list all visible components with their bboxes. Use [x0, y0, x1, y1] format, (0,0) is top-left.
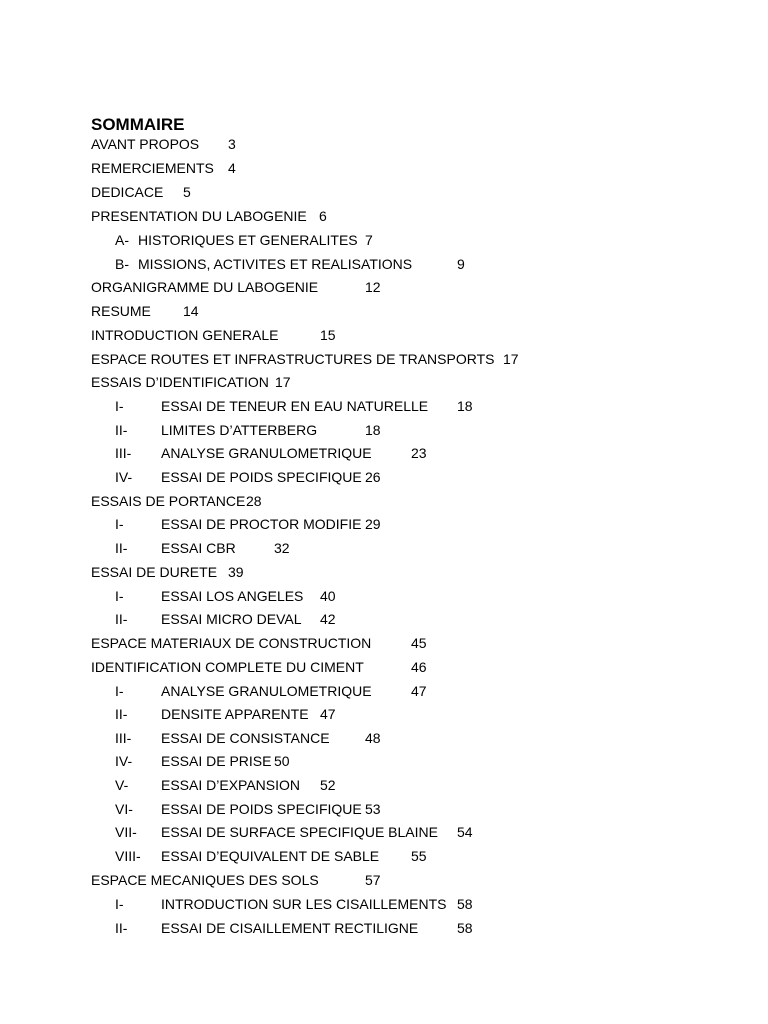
toc-entry-page: 17 [503, 351, 519, 367]
toc-entry [0, 396, 768, 416]
toc-entry [0, 894, 768, 914]
toc-entry [0, 325, 768, 345]
toc-entry-page: 12 [365, 279, 381, 295]
toc-entry-label: DENSITE APPARENTE [161, 706, 309, 722]
toc-title: SOMMAIRE [91, 115, 185, 134]
toc-entry [0, 372, 768, 392]
toc-entry-label: ESSAI MICRO DEVAL [161, 611, 302, 627]
toc-entry-marker: B- [115, 256, 129, 272]
toc-entry-page: 58 [457, 896, 473, 912]
toc-entry-label: ORGANIGRAMME DU LABOGENIE [91, 279, 319, 295]
toc-entry-page: 54 [457, 824, 473, 840]
toc-entry-page: 26 [365, 469, 381, 485]
toc-entry [0, 301, 768, 321]
toc-entry-page: 3 [228, 136, 236, 152]
toc-entry-marker: II- [115, 422, 128, 438]
toc-entry-label: ESPACE MECANIQUES DES SOLS [91, 872, 319, 888]
toc-entry-page: 7 [365, 232, 373, 248]
toc-entry-label: LIMITES D’ATTERBERG [161, 422, 318, 438]
toc-entry-marker: II- [115, 611, 128, 627]
toc-entry-page: 50 [274, 753, 290, 769]
toc-entry [0, 609, 768, 629]
toc-entry-marker: IV- [115, 469, 133, 485]
toc-entry-label: INTRODUCTION SUR LES CISAILLEMENTS [161, 896, 447, 912]
toc-entry-page: 18 [365, 422, 381, 438]
toc-entry-marker: II- [115, 540, 128, 556]
toc-entry [0, 254, 768, 274]
toc-entry-label: RESUME [91, 303, 151, 319]
toc-entry-page: 39 [228, 564, 244, 580]
toc-entry [0, 799, 768, 819]
toc-entry-label: ESSAI DE PROCTOR MODIFIE [161, 516, 362, 532]
toc-entry [0, 158, 768, 178]
toc-entry-page: 48 [365, 730, 381, 746]
toc-entry [0, 870, 768, 890]
toc-entry [0, 514, 768, 534]
toc-entry-label: ESSAIS DE PORTANCE [91, 493, 246, 509]
toc-entry-label: ESPACE ROUTES ET INFRASTRUCTURES DE TRANSPORTS [91, 351, 495, 367]
toc-entry-marker: I- [115, 398, 124, 414]
toc-entry-marker: VII- [115, 824, 137, 840]
toc-entry [0, 586, 768, 606]
toc-entry [0, 562, 768, 582]
toc-entry-label: INTRODUCTION GENERALE [91, 327, 279, 343]
toc-entry [0, 206, 768, 226]
toc-entry [0, 420, 768, 440]
toc-entry-label: MISSIONS, ACTIVITES ET REALISATIONS [138, 256, 413, 272]
toc-entry-page: 46 [411, 659, 427, 675]
toc-entry-label: ESSAI CBR [161, 540, 236, 556]
toc-entry-marker: I- [115, 896, 124, 912]
toc-entry-page: 14 [183, 303, 199, 319]
toc-entry-page: 32 [274, 540, 290, 556]
toc-entry-marker: I- [115, 683, 124, 699]
toc-entry-label: ESSAIS D’IDENTIFICATION [91, 374, 269, 390]
toc-entry-page: 42 [320, 611, 336, 627]
toc-entry-page: 47 [411, 683, 427, 699]
toc-entry-page: 29 [365, 516, 381, 532]
toc-entry-marker: V- [115, 777, 129, 793]
toc-entry-label: ESSAI DE CONSISTANCE [161, 730, 330, 746]
toc-entry-label: ESSAI DE TENEUR EN EAU NATURELLE [161, 398, 429, 414]
toc-entry-label: REMERCIEMENTS [91, 160, 214, 176]
toc-entry-page: 5 [183, 184, 191, 200]
toc-entry [0, 134, 768, 154]
toc-entry-label: AVANT PROPOS [91, 136, 200, 152]
toc-entry-label: ESSAI DE PRISE [161, 753, 272, 769]
toc-entry-label: PRESENTATION DU LABOGENIE [91, 208, 307, 224]
toc-entry [0, 467, 768, 487]
toc-entry-page: 58 [457, 920, 473, 936]
toc-entry [0, 846, 768, 866]
toc-entry [0, 491, 768, 511]
toc-entry-page: 15 [320, 327, 336, 343]
toc-entry-label: ESSAI D’EXPANSION [161, 777, 301, 793]
toc-entry [0, 538, 768, 558]
toc-entry [0, 277, 768, 297]
toc-entry [0, 633, 768, 653]
toc-entry-label: DEDICACE [91, 184, 164, 200]
toc-entry-label: ESSAI DE CISAILLEMENT RECTILIGNE [161, 920, 419, 936]
toc-entry [0, 728, 768, 748]
toc-entry-marker: II- [115, 706, 128, 722]
toc-entry-page: 18 [457, 398, 473, 414]
toc-entry-page: 52 [320, 777, 336, 793]
toc-entry [0, 443, 768, 463]
toc-entry [0, 230, 768, 250]
toc-entry [0, 657, 768, 677]
toc-entry [0, 704, 768, 724]
toc-entry-label: ANALYSE GRANULOMETRIQUE [161, 683, 372, 699]
toc-entry-page: 53 [365, 801, 381, 817]
toc-entry-page: 47 [320, 706, 336, 722]
toc-entry-label: ESSAI LOS ANGELES [161, 588, 304, 604]
toc-entry-label: ESSAI D’EQUIVALENT DE SABLE [161, 848, 380, 864]
toc-entry [0, 681, 768, 701]
toc-entry-page: 9 [457, 256, 465, 272]
toc-entry-label: IDENTIFICATION COMPLETE DU CIMENT [91, 659, 364, 675]
toc-entry-page: 17 [275, 374, 291, 390]
toc-entry-marker: IV- [115, 753, 133, 769]
toc-entry-label: ESSAI DE SURFACE SPECIFIQUE BLAINE [161, 824, 438, 840]
toc-entry-marker: VI- [115, 801, 133, 817]
toc-entry-page: 45 [411, 635, 427, 651]
toc-entry-marker: I- [115, 516, 124, 532]
toc-entry [0, 918, 768, 938]
toc-entry-marker: I- [115, 588, 124, 604]
toc-entry-marker: III- [115, 445, 132, 461]
toc-entry [0, 775, 768, 795]
toc-entry-page: 4 [228, 160, 236, 176]
toc-entry-page: 57 [365, 872, 381, 888]
toc-entry-label: ESSAI DE DURETE [91, 564, 218, 580]
toc-entry-label: ANALYSE GRANULOMETRIQUE [161, 445, 372, 461]
toc-entry-label: HISTORIQUES ET GENERALITES [138, 232, 358, 248]
toc-entry-marker: VIII- [115, 848, 141, 864]
toc-entry [0, 349, 768, 369]
toc-entry [0, 182, 768, 202]
toc-entry-label: ESSAI DE POIDS SPECIFIQUE [161, 801, 362, 817]
toc-entry-marker: A- [115, 232, 129, 248]
toc-entry-label: ESPACE MATERIAUX DE CONSTRUCTION [91, 635, 372, 651]
toc-entry-page: 40 [320, 588, 336, 604]
toc-entry-page: 6 [319, 208, 327, 224]
toc-entry-page: 23 [411, 445, 427, 461]
toc-entry-marker: II- [115, 920, 128, 936]
toc-entry-page: 28 [246, 493, 262, 509]
toc-entry-label: ESSAI DE POIDS SPECIFIQUE [161, 469, 362, 485]
toc-entry [0, 751, 768, 771]
toc-entry [0, 822, 768, 842]
toc-entry-marker: III- [115, 730, 132, 746]
toc-entry-page: 55 [411, 848, 427, 864]
